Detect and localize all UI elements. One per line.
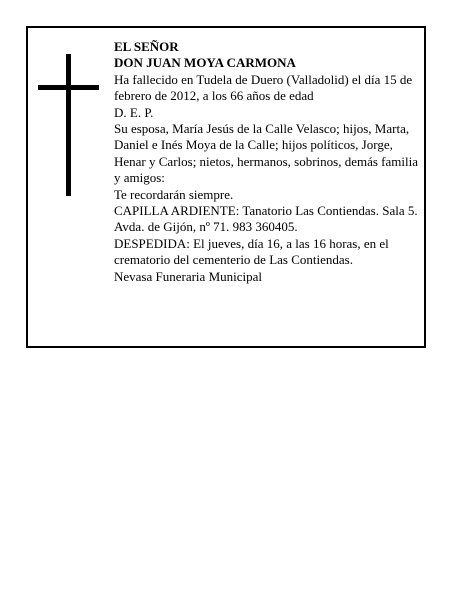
chapel-info: CAPILLA ARDIENTE: Tanatorio Las Contiendas. Sala 5. Avda. de Gijón, nº 71. 983 360405.: [114, 203, 418, 235]
funeral-home: Nevasa Funeraria Municipal: [114, 268, 263, 284]
remembrance-line: Te recordarán siempre.: [114, 186, 234, 202]
notice-title: EL SEÑOR: [114, 39, 179, 54]
cross-icon: [66, 54, 71, 196]
cross-icon-arm: [38, 85, 99, 90]
deceased-name: DON JUAN MOYA CARMONA: [114, 55, 296, 71]
death-announcement: Ha fallecido en Tudela de Duero (Valladolid) el día 15 de febrero de 2012, a los 66 años de edad: [114, 71, 413, 104]
obituary-text: [114, 39, 420, 285]
rest-in-peace: D. E. P.: [114, 104, 154, 120]
family-list: Su esposa, María Jesús de la Calle Velasco; hijos, Marta, Daniel e Inés Moya de la Calle; hijos políticos, Jorge, Henar y Carlos; nietos, hermanos, sobrinos, demás familia y amigos:: [114, 121, 418, 186]
farewell-info: DESPEDIDA: El jueves, día 16, a las 16 horas, en el crematorio del cementerio de Las Contiendas.: [114, 235, 389, 268]
